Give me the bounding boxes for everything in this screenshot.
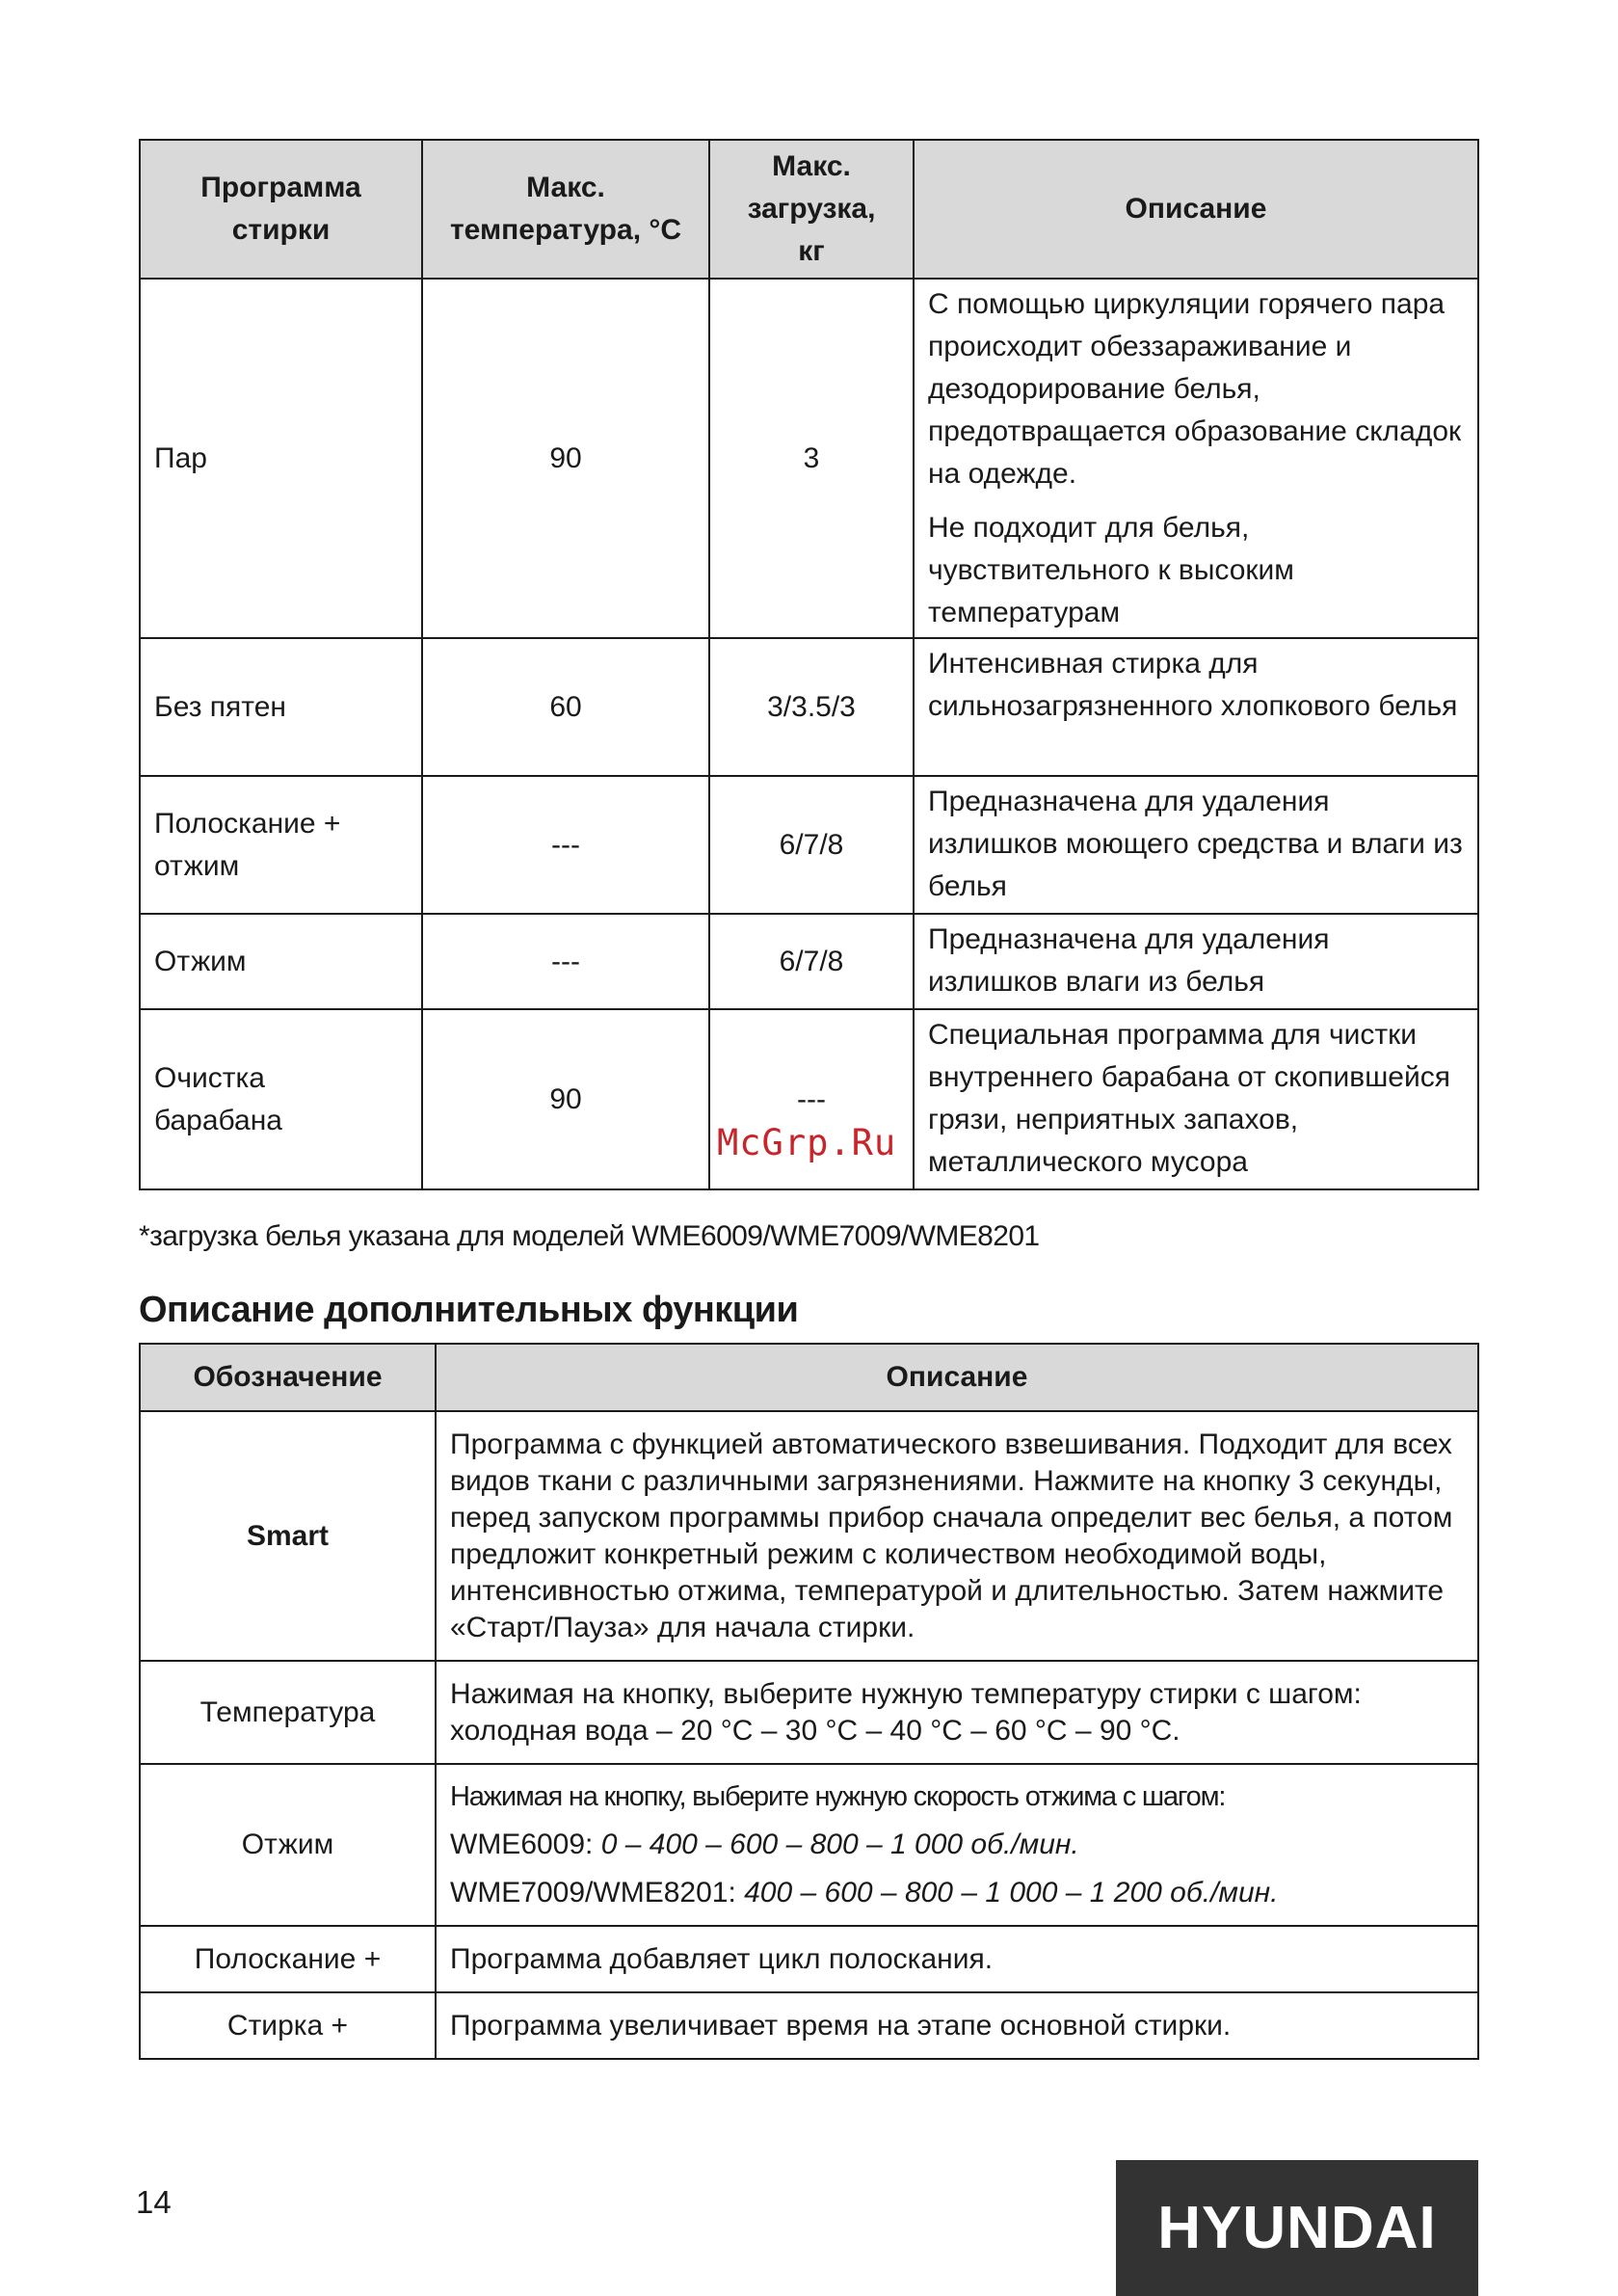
table-row	[140, 638, 1478, 776]
program-description	[914, 776, 1478, 914]
function-description: Программа увеличивает время на этапе основной стирки.	[436, 1992, 1478, 2059]
table-row	[140, 279, 1478, 638]
program-load: 3	[709, 279, 914, 638]
header-max-load: Макс. загрузка, кг	[709, 140, 914, 279]
program-description	[914, 1009, 1478, 1189]
program-load: ---	[709, 1009, 914, 1189]
model-label: WME7009/WME8201:	[450, 1877, 736, 1909]
spin-speeds: 400 – 600 – 800 – 1 000 – 1 200 об./мин.	[744, 1877, 1279, 1909]
model-label: WME6009:	[450, 1829, 594, 1860]
program-name: Без пятен	[140, 638, 422, 776]
program-temp: 90	[422, 279, 709, 638]
section-title: Описание дополнительных функции	[139, 1290, 799, 1330]
program-temp: ---	[422, 776, 709, 914]
program-temp: 90	[422, 1009, 709, 1189]
table-row	[140, 1926, 1478, 1992]
description-paragraph: С помощью циркуляции горячего пара происходит обеззараживание и дезодорирование белья, предотвращается образование складок на одежде.	[928, 288, 1462, 490]
program-load: 3/3.5/3	[709, 638, 914, 776]
table-row	[140, 914, 1478, 1009]
spin-line-wme7009	[450, 1869, 1464, 1917]
description-paragraph: Специальная программа для чистки внутреннего барабана от скопившейся грязи, неприятных запахов, металлического мусора	[928, 1019, 1450, 1178]
program-description	[914, 914, 1478, 1009]
header-description: Описание	[436, 1344, 1478, 1411]
description-paragraph: Предназначена для удаления излишков влаги из белья	[928, 923, 1330, 998]
function-name: Стирка +	[140, 1992, 436, 2059]
program-description	[914, 638, 1478, 776]
program-temp: 60	[422, 638, 709, 776]
page-number: 14	[136, 2184, 172, 2220]
header-max-temp: Макс. температура, °C	[422, 140, 709, 279]
programs-header-row	[140, 140, 1478, 279]
header-description: Описание	[914, 140, 1478, 279]
brand-logo: HYUNDAI	[1116, 2160, 1478, 2296]
table-row	[140, 1411, 1478, 1661]
header-designation: Обозначение	[140, 1344, 436, 1411]
program-load: 6/7/8	[709, 914, 914, 1009]
program-name: Полоскание + отжим	[140, 776, 422, 914]
function-name: Smart	[140, 1411, 436, 1661]
function-description: Программа с функцией автоматического взвешивания. Подходит для всех видов ткани с различными загрязнениями. Нажмите на кнопку 3 секунды, перед запуском программы прибор сначала определит вес белья, а потом предложит конкретный режим с количеством необходимой воды, интенсивностью отжима, температурой и длительностью. Затем нажмите «Старт/Пауза» для начала стирки.	[436, 1411, 1478, 1661]
table-row	[140, 776, 1478, 914]
program-name: Пар	[140, 279, 422, 638]
program-temp: ---	[422, 914, 709, 1009]
table-row	[140, 1992, 1478, 2059]
program-load: 6/7/8	[709, 776, 914, 914]
table-row	[140, 1764, 1478, 1926]
function-name: Отжим	[140, 1764, 436, 1926]
function-name: Полоскание +	[140, 1926, 436, 1992]
function-name: Температура	[140, 1661, 436, 1764]
description-paragraph: Предназначена для удаления излишков моющего средства и влаги из белья	[928, 786, 1463, 902]
load-footnote: *загрузка белья указана для моделей WME6009/WME7009/WME8201	[139, 1220, 1040, 1252]
programs-table	[139, 139, 1479, 1190]
description-paragraph: Интенсивная стирка для сильнозагрязненного хлопкового белья	[928, 648, 1458, 722]
header-program: Программа стирки	[140, 140, 422, 279]
description-paragraph: Не подходит для белья, чувствительного к высоким температурам	[928, 512, 1294, 628]
program-name: Отжим	[140, 914, 422, 1009]
spin-intro: Нажимая на кнопку, выберите нужную скорость отжима с шагом:	[450, 1781, 1226, 1812]
function-description: Программа добавляет цикл полоскания.	[436, 1926, 1478, 1992]
functions-header-row	[140, 1344, 1478, 1411]
program-description	[914, 279, 1478, 638]
function-description: Нажимая на кнопку, выберите нужную температуру стирки с шагом: холодная вода – 20 °C – 30 °C – 40 °C – 60 °C – 90 °C.	[436, 1661, 1478, 1764]
spin-speeds: 0 – 400 – 600 – 800 – 1 000 об./мин.	[600, 1829, 1079, 1860]
table-row	[140, 1661, 1478, 1764]
program-name: Очистка барабана	[140, 1009, 422, 1189]
functions-table	[139, 1343, 1479, 2060]
spin-line-wme6009	[450, 1821, 1464, 1869]
watermark: McGrp.Ru	[717, 1122, 897, 1163]
function-description	[436, 1764, 1478, 1926]
